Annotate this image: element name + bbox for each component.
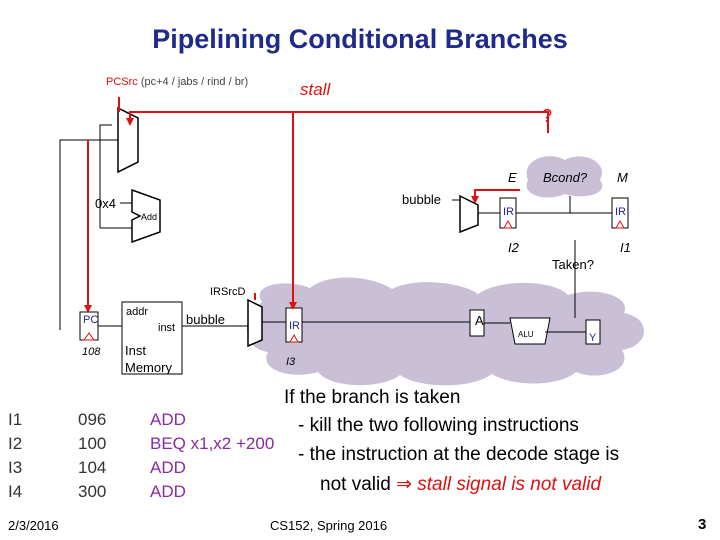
bubble-label-top: bubble bbox=[402, 192, 442, 207]
stall-label: stall bbox=[300, 80, 331, 99]
program-address: 100 bbox=[78, 434, 107, 453]
i3-label: I3 bbox=[286, 356, 296, 368]
program-label: I2 bbox=[8, 434, 23, 453]
stall-wire bbox=[130, 112, 548, 133]
program-instruction: ADD bbox=[150, 458, 186, 477]
program-labels bbox=[8, 408, 22, 504]
taken-label: Taken? bbox=[552, 257, 594, 272]
bcond-label: Bcond? bbox=[543, 170, 588, 185]
program-address: 104 bbox=[78, 458, 107, 477]
question-mark: ? bbox=[542, 106, 553, 126]
program-instruction: BEQ x1,x2 +200 bbox=[150, 434, 275, 453]
not-valid-text: not valid bbox=[320, 474, 391, 495]
pcsrc-label: PCSrc (pc+4 / jabs / rind / br) bbox=[106, 76, 249, 88]
irsrc-label: IRSrcD bbox=[210, 286, 246, 298]
a-label: A bbox=[475, 313, 484, 328]
pc-value: 108 bbox=[82, 346, 101, 358]
y-label: Y bbox=[589, 332, 597, 344]
program-label: I3 bbox=[8, 458, 23, 477]
pc-label: PC bbox=[83, 314, 99, 326]
program-address: 096 bbox=[78, 410, 107, 429]
explanation-line-4 bbox=[320, 473, 601, 496]
program-instructions bbox=[150, 408, 274, 504]
execute-cloud bbox=[247, 278, 644, 386]
program-address: 300 bbox=[78, 482, 107, 501]
page-number: 3 bbox=[698, 516, 707, 533]
program-label: I4 bbox=[8, 482, 23, 501]
bubble-mux-mid bbox=[248, 300, 262, 346]
addr-label: addr bbox=[126, 306, 149, 318]
inst-memory-label: Inst Memory bbox=[125, 343, 172, 375]
program-addresses bbox=[78, 408, 106, 504]
inst-label: inst bbox=[158, 322, 176, 334]
i1-label: I1 bbox=[620, 240, 631, 255]
ir-label-m: IR bbox=[615, 206, 626, 218]
stage-e-label: E bbox=[508, 170, 517, 185]
i2-label: I2 bbox=[508, 240, 519, 255]
ir-label-e: IR bbox=[503, 206, 514, 218]
ir-label-d: IR bbox=[289, 320, 300, 332]
explanation-line-3: - the instruction at the decode stage is bbox=[298, 444, 620, 465]
page-title: Pipelining Conditional Branches bbox=[152, 24, 568, 54]
alu-label: ALU bbox=[518, 330, 534, 339]
explanation-line-2: - kill the two following instructions bbox=[298, 415, 579, 436]
stage-m-label: M bbox=[617, 170, 628, 185]
bubble-label-mid: bubble bbox=[186, 312, 226, 327]
footer-date: 2/3/2016 bbox=[8, 518, 59, 533]
program-instruction: ADD bbox=[150, 482, 186, 501]
const-label: 0x4 bbox=[95, 196, 116, 211]
add-label: Add bbox=[141, 212, 158, 222]
program-instruction: ADD bbox=[150, 410, 186, 429]
pc-mux bbox=[118, 108, 138, 172]
arrow-glyph: ⇒ bbox=[396, 474, 412, 495]
footer-course: CS152, Spring 2016 bbox=[270, 518, 388, 533]
program-label: I1 bbox=[8, 410, 23, 429]
explanation-line-1: If the branch is taken bbox=[284, 387, 461, 408]
stall-not-valid-text: stall signal is not valid bbox=[417, 474, 602, 495]
